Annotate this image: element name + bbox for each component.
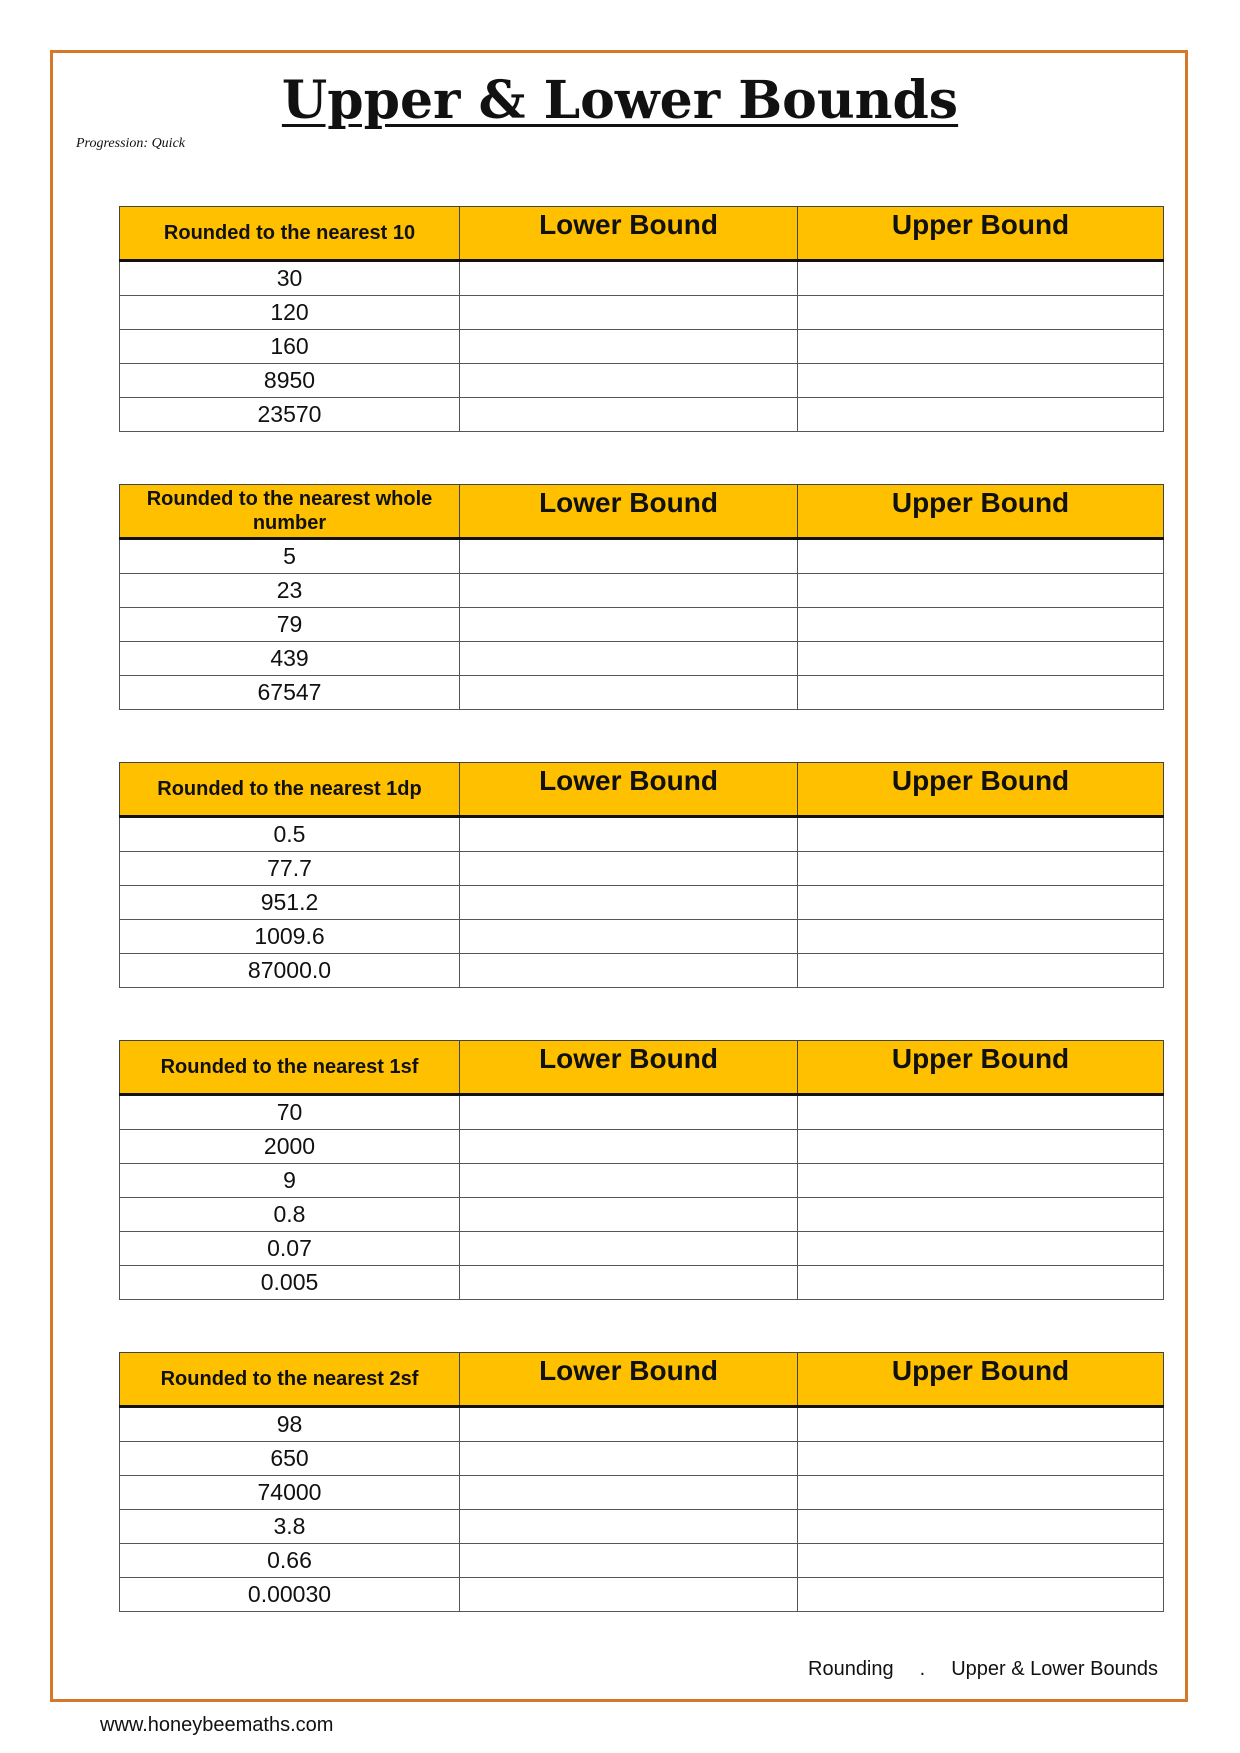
table-row	[120, 608, 1164, 642]
table-header-row	[120, 485, 1164, 539]
lower-bound-answer-cell[interactable]	[460, 1407, 798, 1442]
upper-bound-answer-cell[interactable]	[798, 296, 1164, 330]
lower-bound-heading: Lower Bound	[460, 207, 798, 261]
rounded-value: 0.005	[120, 1266, 460, 1300]
rounded-value: 650	[120, 1442, 460, 1476]
lower-bound-answer-cell[interactable]	[460, 574, 798, 608]
table-row	[120, 852, 1164, 886]
upper-bound-heading: Upper Bound	[798, 207, 1164, 261]
website-url[interactable]: www.honeybeemaths.com	[100, 1714, 334, 1736]
bounds-tables	[119, 206, 1163, 1664]
upper-bound-answer-cell[interactable]	[798, 954, 1164, 988]
table-row	[120, 1266, 1164, 1300]
lower-bound-heading: Lower Bound	[460, 1041, 798, 1095]
table-row	[120, 1095, 1164, 1130]
table-row	[120, 1578, 1164, 1612]
lower-bound-answer-cell[interactable]	[460, 1095, 798, 1130]
rounded-value: 5	[120, 539, 460, 574]
table-row	[120, 1544, 1164, 1578]
rounded-value: 439	[120, 642, 460, 676]
bounds-table	[119, 1040, 1164, 1300]
table-row	[120, 676, 1164, 710]
rounded-value: 77.7	[120, 852, 460, 886]
lower-bound-answer-cell[interactable]	[460, 1544, 798, 1578]
upper-bound-heading: Upper Bound	[798, 1041, 1164, 1095]
rounded-value: 8950	[120, 364, 460, 398]
lower-bound-answer-cell[interactable]	[460, 1266, 798, 1300]
table-row	[120, 296, 1164, 330]
bounds-table	[119, 762, 1164, 988]
lower-bound-answer-cell[interactable]	[460, 886, 798, 920]
lower-bound-answer-cell[interactable]	[460, 261, 798, 296]
upper-bound-answer-cell[interactable]	[798, 1510, 1164, 1544]
lower-bound-answer-cell[interactable]	[460, 954, 798, 988]
rounded-value: 23570	[120, 398, 460, 432]
page-title: Upper & Lower Bounds	[281, 70, 959, 131]
upper-bound-answer-cell[interactable]	[798, 574, 1164, 608]
rounding-heading: Rounded to the nearest 1sf	[120, 1041, 460, 1095]
upper-bound-answer-cell[interactable]	[798, 1130, 1164, 1164]
lower-bound-answer-cell[interactable]	[460, 296, 798, 330]
rounded-value: 87000.0	[120, 954, 460, 988]
rounded-value: 0.07	[120, 1232, 460, 1266]
upper-bound-answer-cell[interactable]	[798, 330, 1164, 364]
lower-bound-answer-cell[interactable]	[460, 1578, 798, 1612]
lower-bound-answer-cell[interactable]	[460, 364, 798, 398]
table-row	[120, 261, 1164, 296]
rounded-value: 0.8	[120, 1198, 460, 1232]
footer-breadcrumb	[808, 1658, 1158, 1681]
footer-separator: .	[919, 1658, 926, 1680]
rounded-value: 0.5	[120, 817, 460, 852]
table-row	[120, 539, 1164, 574]
upper-bound-answer-cell[interactable]	[798, 1164, 1164, 1198]
rounded-value: 9	[120, 1164, 460, 1198]
lower-bound-answer-cell[interactable]	[460, 608, 798, 642]
table-row	[120, 886, 1164, 920]
rounding-heading: Rounded to the nearest 2sf	[120, 1353, 460, 1407]
lower-bound-answer-cell[interactable]	[460, 817, 798, 852]
upper-bound-answer-cell[interactable]	[798, 261, 1164, 296]
table-row	[120, 1232, 1164, 1266]
lower-bound-answer-cell[interactable]	[460, 1442, 798, 1476]
bounds-table	[119, 1352, 1164, 1612]
lower-bound-answer-cell[interactable]	[460, 1232, 798, 1266]
lower-bound-answer-cell[interactable]	[460, 1510, 798, 1544]
footer-topic: Rounding	[808, 1658, 894, 1680]
rounded-value: 23	[120, 574, 460, 608]
rounding-heading: Rounded to the nearest whole number	[120, 485, 460, 539]
lower-bound-answer-cell[interactable]	[460, 330, 798, 364]
lower-bound-answer-cell[interactable]	[460, 539, 798, 574]
lower-bound-answer-cell[interactable]	[460, 852, 798, 886]
upper-bound-answer-cell[interactable]	[798, 1407, 1164, 1442]
upper-bound-answer-cell[interactable]	[798, 1442, 1164, 1476]
upper-bound-answer-cell[interactable]	[798, 920, 1164, 954]
table-row	[120, 1510, 1164, 1544]
table-row	[120, 330, 1164, 364]
upper-bound-answer-cell[interactable]	[798, 539, 1164, 574]
upper-bound-answer-cell[interactable]	[798, 642, 1164, 676]
lower-bound-answer-cell[interactable]	[460, 676, 798, 710]
table-row	[120, 398, 1164, 432]
table-row	[120, 574, 1164, 608]
progression-label: Progression: Quick	[76, 136, 185, 151]
rounded-value: 74000	[120, 1476, 460, 1510]
table-row	[120, 817, 1164, 852]
table-row	[120, 1476, 1164, 1510]
lower-bound-answer-cell[interactable]	[460, 642, 798, 676]
rounded-value: 120	[120, 296, 460, 330]
table-header-row	[120, 1353, 1164, 1407]
table-row	[120, 1442, 1164, 1476]
table-row	[120, 1407, 1164, 1442]
upper-bound-answer-cell[interactable]	[798, 398, 1164, 432]
lower-bound-answer-cell[interactable]	[460, 920, 798, 954]
table-row	[120, 1164, 1164, 1198]
upper-bound-answer-cell[interactable]	[798, 1578, 1164, 1612]
table-row	[120, 1198, 1164, 1232]
upper-bound-answer-cell[interactable]	[798, 1544, 1164, 1578]
upper-bound-answer-cell[interactable]	[798, 676, 1164, 710]
table-row	[120, 1130, 1164, 1164]
upper-bound-heading: Upper Bound	[798, 1353, 1164, 1407]
upper-bound-answer-cell[interactable]	[798, 817, 1164, 852]
upper-bound-answer-cell[interactable]	[798, 1266, 1164, 1300]
upper-bound-answer-cell[interactable]	[798, 364, 1164, 398]
table-row	[120, 920, 1164, 954]
rounded-value: 0.66	[120, 1544, 460, 1578]
lower-bound-answer-cell[interactable]	[460, 398, 798, 432]
table-row	[120, 642, 1164, 676]
bounds-table	[119, 484, 1164, 710]
lower-bound-answer-cell[interactable]	[460, 1164, 798, 1198]
rounded-value: 2000	[120, 1130, 460, 1164]
upper-bound-heading: Upper Bound	[798, 763, 1164, 817]
rounding-heading: Rounded to the nearest 10	[120, 207, 460, 261]
rounded-value: 30	[120, 261, 460, 296]
rounded-value: 1009.6	[120, 920, 460, 954]
upper-bound-answer-cell[interactable]	[798, 1476, 1164, 1510]
rounded-value: 951.2	[120, 886, 460, 920]
table-header-row	[120, 207, 1164, 261]
rounded-value: 67547	[120, 676, 460, 710]
table-row	[120, 364, 1164, 398]
upper-bound-answer-cell[interactable]	[798, 852, 1164, 886]
table-row	[120, 954, 1164, 988]
table-header-row	[120, 1041, 1164, 1095]
rounded-value: 3.8	[120, 1510, 460, 1544]
rounded-value: 98	[120, 1407, 460, 1442]
lower-bound-heading: Lower Bound	[460, 763, 798, 817]
upper-bound-answer-cell[interactable]	[798, 1198, 1164, 1232]
lower-bound-heading: Lower Bound	[460, 485, 798, 539]
upper-bound-answer-cell[interactable]	[798, 1232, 1164, 1266]
rounded-value: 160	[120, 330, 460, 364]
bounds-table	[119, 206, 1164, 432]
upper-bound-answer-cell[interactable]	[798, 608, 1164, 642]
footer-subtopic: Upper & Lower Bounds	[951, 1658, 1158, 1680]
lower-bound-answer-cell[interactable]	[460, 1130, 798, 1164]
rounded-value: 70	[120, 1095, 460, 1130]
table-header-row	[120, 763, 1164, 817]
lower-bound-answer-cell[interactable]	[460, 1476, 798, 1510]
rounded-value: 0.00030	[120, 1578, 460, 1612]
upper-bound-heading: Upper Bound	[798, 485, 1164, 539]
lower-bound-answer-cell[interactable]	[460, 1198, 798, 1232]
lower-bound-heading: Lower Bound	[460, 1353, 798, 1407]
upper-bound-answer-cell[interactable]	[798, 886, 1164, 920]
rounding-heading: Rounded to the nearest 1dp	[120, 763, 460, 817]
upper-bound-answer-cell[interactable]	[798, 1095, 1164, 1130]
rounded-value: 79	[120, 608, 460, 642]
